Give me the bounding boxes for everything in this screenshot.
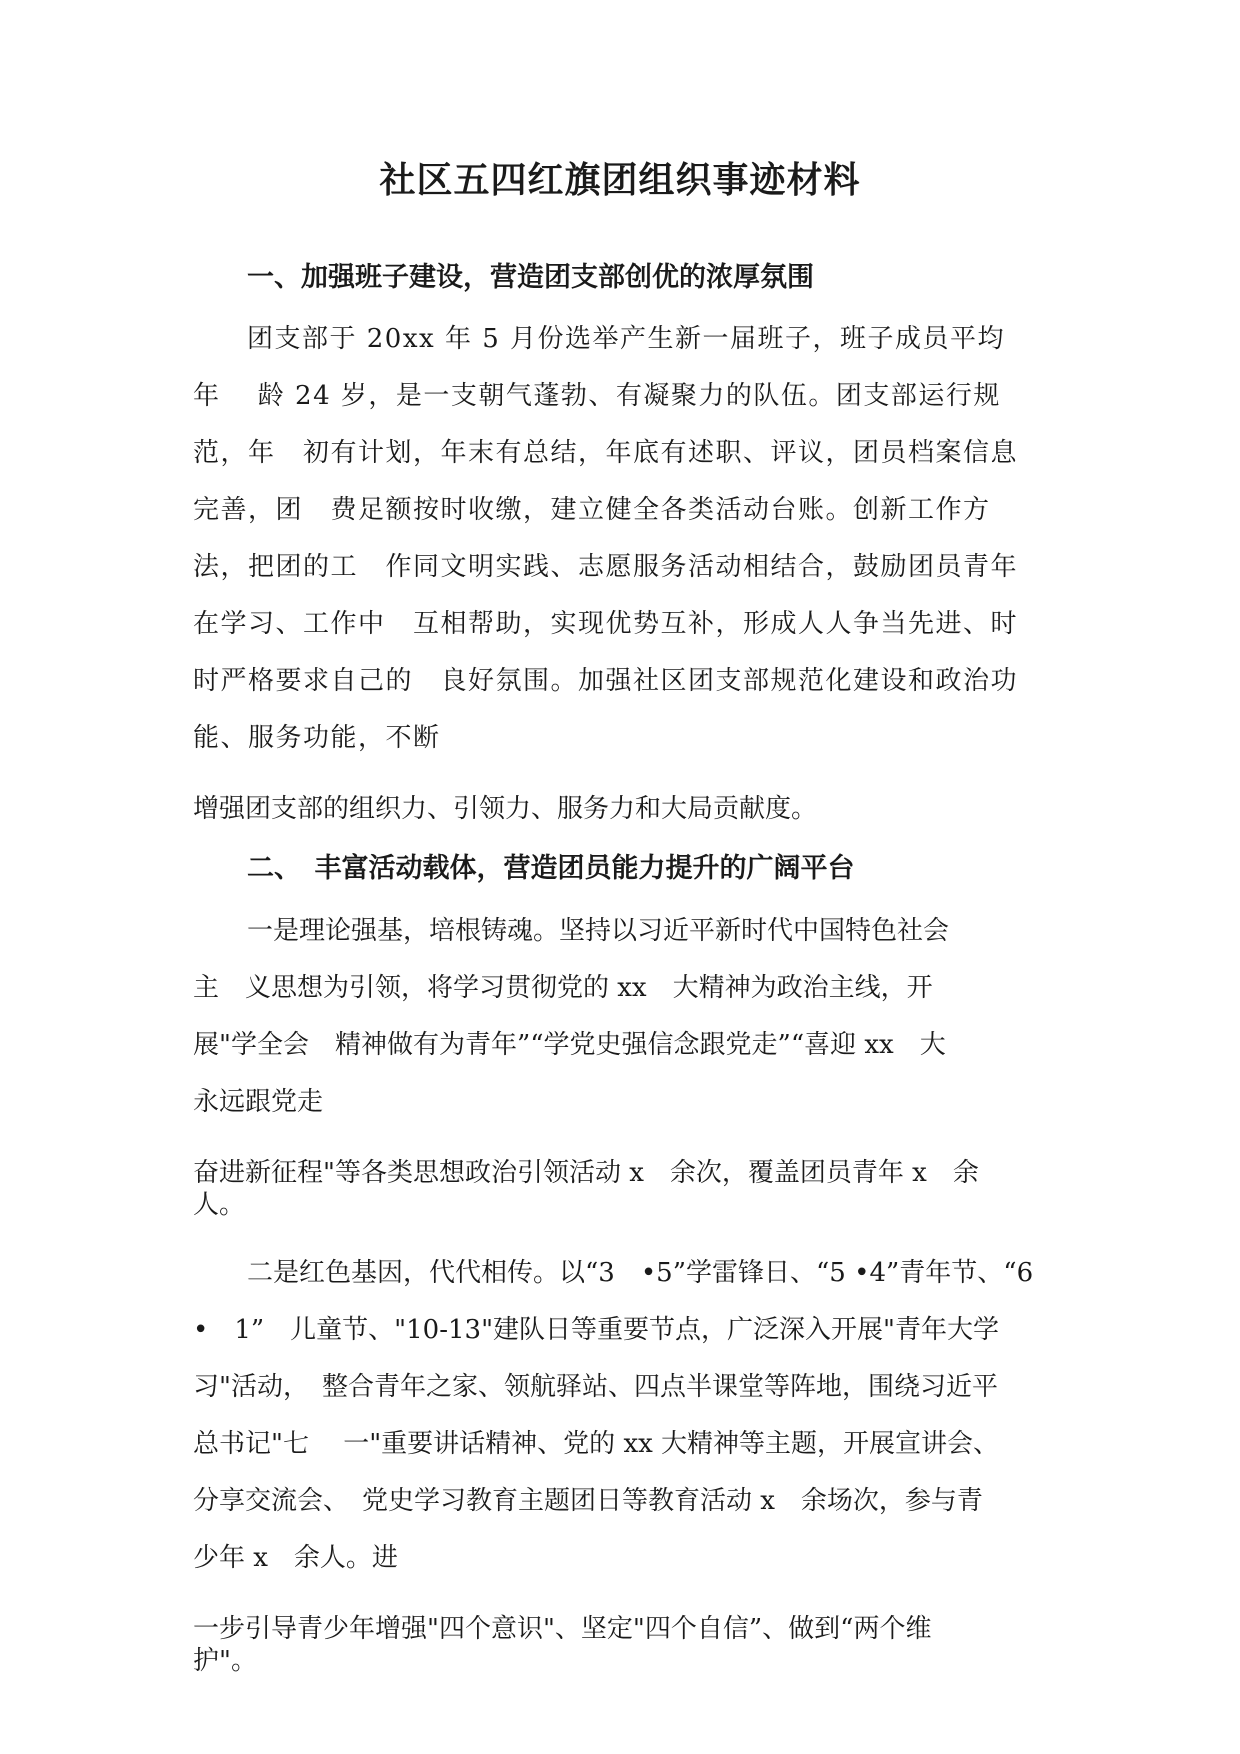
paragraph-line: 法，把团的工 作同文明实践、志愿服务活动相结合，鼓励团员青年	[193, 552, 1019, 582]
paragraph-line: 分享交流会、 党史学习教育主题团日等教育活动 x 余场次，参与青	[193, 1486, 983, 1516]
paragraph-line: 能、服务功能，不断	[193, 723, 441, 753]
section-heading-1: 一、加强班子建设，营造团支部创优的浓厚氛围	[247, 262, 814, 293]
paragraph-line: 一是理论强基，培根铸魂。坚持以习近平新时代中国特色社会	[247, 916, 950, 946]
paragraph-line: 一步引导青少年增强"四个意识"、坚定"四个自信”、做到“两个维	[193, 1614, 932, 1644]
paragraph-line: 团支部于 20xx 年 5 月份选举产生新一届班子，班子成员平均	[247, 324, 1006, 354]
paragraph-line: 在学习、工作中 互相帮助，实现优势互补，形成人人争当先进、时	[193, 609, 1019, 639]
paragraph-line: 完善，团 费足额按时收缴，建立健全各类活动台账。创新工作方	[193, 495, 991, 525]
paragraph-line: 人。	[193, 1190, 246, 1220]
paragraph-line: 护"。	[193, 1646, 257, 1676]
paragraph-line: 增强团支部的组织力、引领力、服务力和大局贡献度。	[193, 794, 818, 824]
paragraph-line: 年 龄 24 岁，是一支朝气蓬勃、有凝聚力的队伍。团支部运行规	[193, 381, 1001, 411]
paragraph-line: 二是红色基因，代代相传。以“3 •5”学雷锋日、“5 •4”青年节、“6	[247, 1258, 1034, 1288]
paragraph-line: 展"学全会 精神做有为青年”“学党史强信念跟党走”“喜迎 xx 大	[193, 1030, 946, 1060]
paragraph-line: 主 义思想为引领，将学习贯彻党的 xx 大精神为政治主线，开	[193, 973, 933, 1003]
paragraph-line: 范，年 初有计划，年末有总结，年底有述职、评议，团员档案信息	[193, 438, 1019, 468]
paragraph-line: 少年 x 余人。进	[193, 1543, 398, 1573]
paragraph-line: 奋进新征程"等各类思想政治引领活动 x 余次，覆盖团员青年 x 余	[193, 1158, 979, 1188]
paragraph-line: 总书记"七 一"重要讲话精神、党的 xx 大精神等主题，开展宣讲会、	[193, 1429, 1000, 1459]
paragraph-line: 习"活动， 整合青年之家、领航驿站、四点半课堂等阵地，围绕习近平	[193, 1372, 998, 1402]
document-title: 社区五四红旗团组织事迹材料	[379, 160, 861, 201]
paragraph-line: 时严格要求自己的 良好氛围。加强社区团支部规范化建设和政治功	[193, 666, 1019, 696]
paragraph-line: 永远跟党走	[193, 1087, 324, 1117]
paragraph-line: • 1” 儿童节、"10-13"建队日等重要节点，广泛深入开展"青年大学	[193, 1315, 1000, 1345]
section-heading-2: 二、 丰富活动载体，营造团员能力提升的广阔平台	[247, 853, 855, 884]
